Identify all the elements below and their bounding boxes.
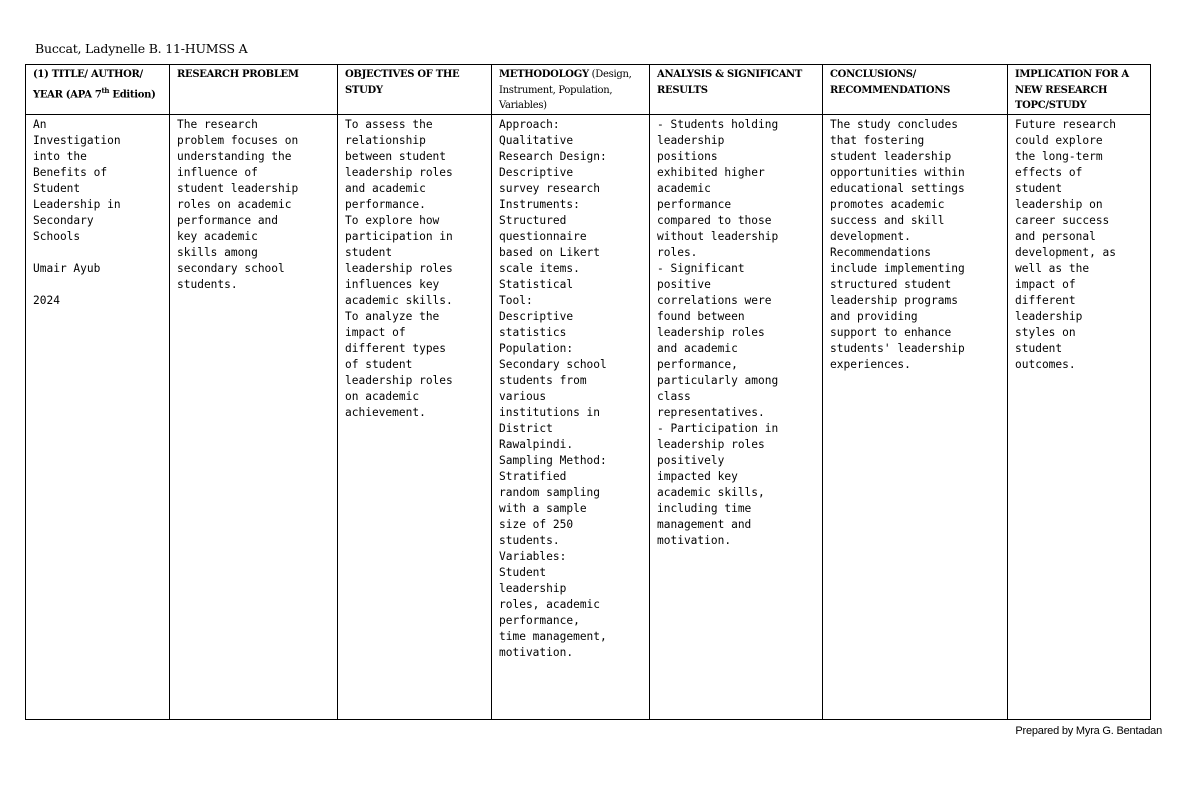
header-title-author-year: (1) TITLE/ AUTHOR/ YEAR (APA 7th Edition) <box>26 65 170 115</box>
header-conclusions: CONCLUSIONS/ RECOMMENDATIONS <box>823 65 1008 115</box>
header-implication: IMPLICATION FOR A NEW RESEARCH TOPC/STUDY <box>1008 65 1151 115</box>
header-objectives: OBJECTIVES OF THE STUDY <box>338 65 492 115</box>
cell-title-author-year: An Investigation into the Benefits of Student Leadership in Secondary Schools Umair Ayub 2024 <box>26 114 170 720</box>
research-matrix-table <box>25 64 1151 720</box>
cell-analysis-results: - Students holding leadership positions exhibited higher academic performance compared to those without leadership roles. - Significant positive correlations were found between leadership roles and academic performance, particularly among class representatives. - Participation in leadership roles positively impacted key academic skills, including time management and motivation. <box>650 114 823 720</box>
header-research-problem: RESEARCH PROBLEM <box>170 65 338 115</box>
table-row <box>26 114 1151 720</box>
header-analysis-results: ANALYSIS & SIGNIFICANT RESULTS <box>650 65 823 115</box>
cell-conclusions: The study concludes that fostering student leadership opportunities within educational settings promotes academic success and skill development. Recommendations include implementing structured student leadership programs and providing support to enhance students' leadership experiences. <box>823 114 1008 720</box>
cell-methodology: Approach: Qualitative Research Design: Descriptive survey research Instruments: Structured questionnaire based on Likert scale items. Statistical Tool: Descriptive statistics Population: Secondary school students from various institutions in District Rawalpindi. Sampling Method: Stratified random sampling with a sample size of 250 students. Variables: Student leadership roles, academic performance, time management, motivation. <box>492 114 650 720</box>
prepared-by-footer: Prepared by Myra G. Bentadan <box>1015 725 1162 737</box>
table-header-row <box>26 65 1151 115</box>
cell-objectives: To assess the relationship between student leadership roles and academic performance. To explore how participation in student leadership roles influences key academic skills. To analyze the impact of different types of student leadership roles on academic achievement. <box>338 114 492 720</box>
cell-implication: Future research could explore the long-term effects of student leadership on career success and personal development, as well as the impact of different leadership styles on student outcomes. <box>1008 114 1151 720</box>
student-name-section: Buccat, Ladynelle B. 11-HUMSS A <box>35 41 248 56</box>
cell-research-problem: The research problem focuses on understanding the influence of student leadership roles on academic performance and key academic skills among secondary school students. <box>170 114 338 720</box>
header-methodology: METHODOLOGY (Design, Instrument, Population, Variables) <box>492 65 650 115</box>
